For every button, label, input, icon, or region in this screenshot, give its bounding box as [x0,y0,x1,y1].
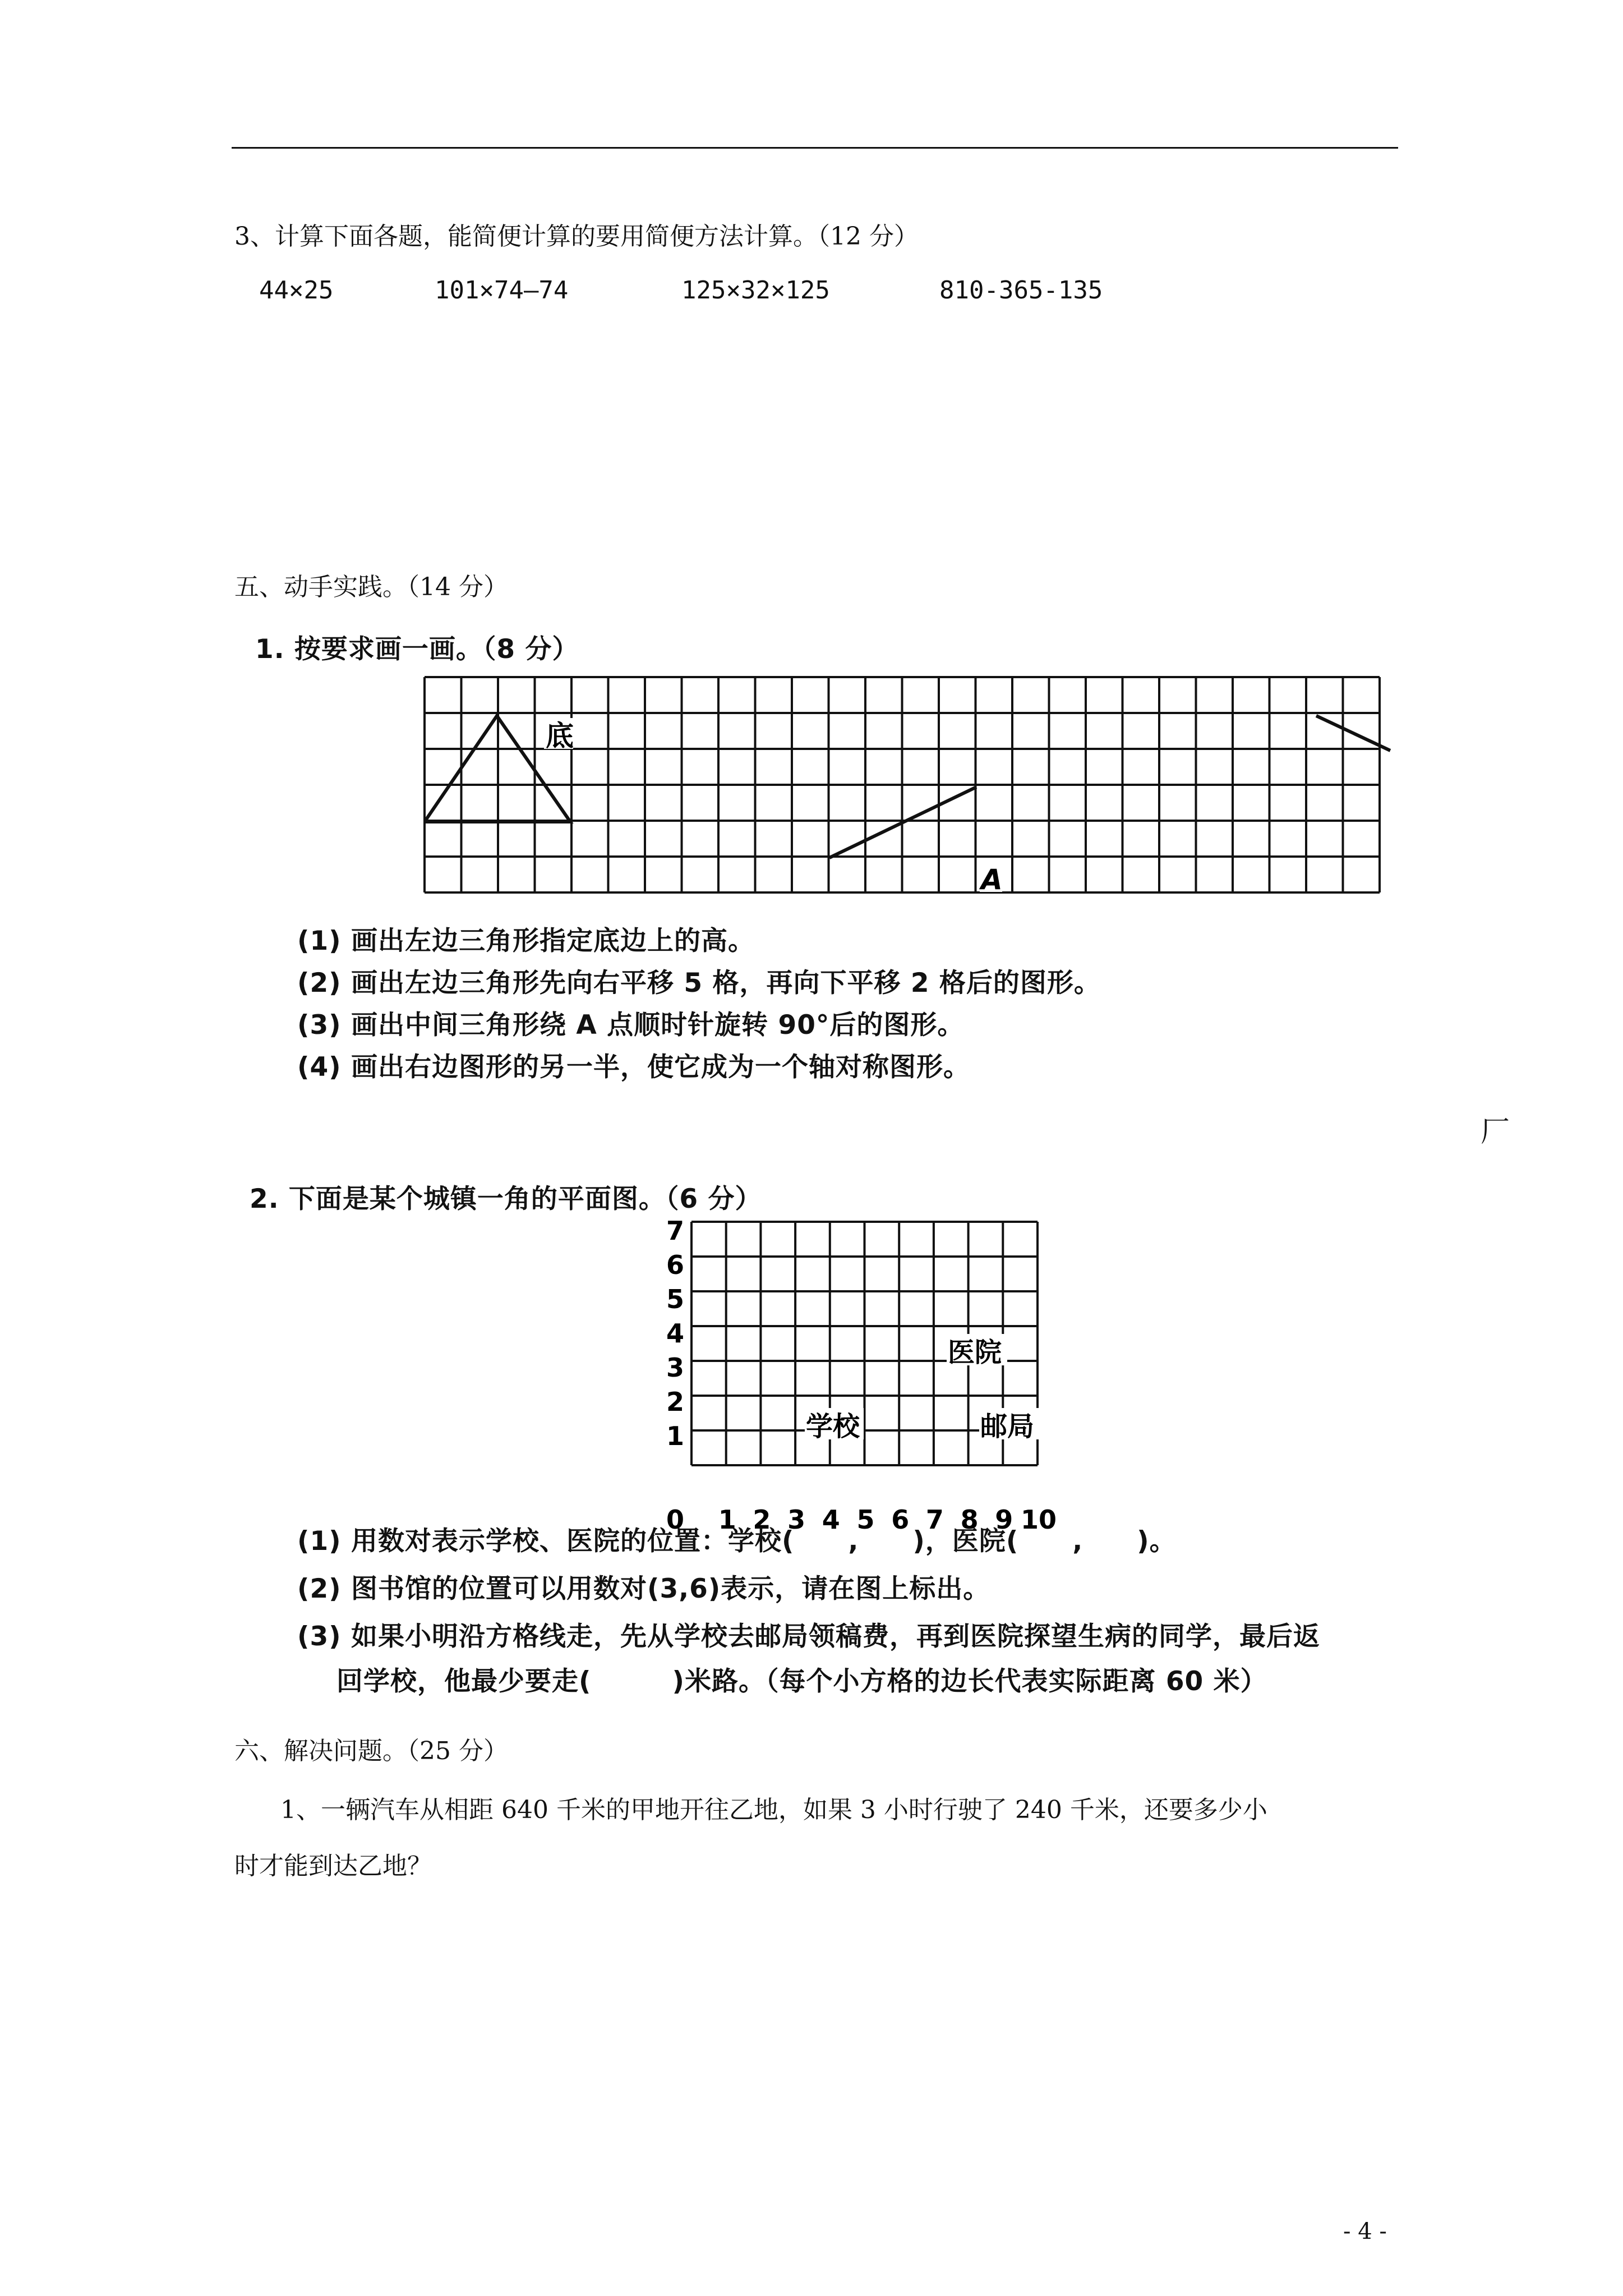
problem1-line1: 1、一辆汽车从相距 640 千米的甲地开往乙地，如果 3 小时行驶了 240 千米，还要多少小 [280,1796,1267,1824]
map-y-tick-label: 1 [666,1421,685,1451]
school-label: 学校 [806,1411,860,1442]
map-x-tick-label: 9 [995,1504,1013,1531]
calc-expr-2: 101×74—74 [435,276,569,305]
map-y-tick-label: 3 [666,1352,685,1383]
section3-heading: 3、计算下面各题，能简便计算的要用简便方法计算。（12 分） [234,222,919,251]
map-x-tick-label: 8 [960,1504,979,1531]
header-rule [232,147,1398,149]
section6-heading: 六、解决问题。（25 分） [234,1737,508,1765]
calc-expr-4: 810-365-135 [939,276,1103,305]
q1-item-2: (2) 画出左边三角形先向右平移 5 格，再向下平移 2 格后的图形。 [297,968,1101,999]
map-x-tick-label: 3 [787,1504,806,1531]
problem1-line2: 时才能到达乙地？ [234,1852,432,1880]
map-y-tick-label: 6 [666,1250,685,1280]
q2-item-2: (2) 图书馆的位置可以用数对(3,6)表示，请在图上标出。 [297,1573,990,1604]
base-label: 底 [546,720,574,752]
point-a-label: A [981,863,1003,896]
map-y-tick-label: 2 [666,1387,685,1417]
corner-mark: 厂 [1481,1115,1510,1149]
hospital-label: 医院 [948,1337,1002,1368]
map-x-tick-label: 4 [822,1504,840,1531]
q2-item-3-cont: 回学校，他最少要走( )米路。（每个小方格的边长代表实际距离 60 米） [336,1666,1267,1697]
q2-item-1: (1) 用数对表示学校、医院的位置：学校( , )，医院( , )。 [297,1526,1177,1557]
map-x-tick-label: 7 [925,1504,944,1531]
map-x-tick-label: 6 [891,1504,910,1531]
map-y-tick-label: 4 [666,1318,685,1349]
map-x-tick-label: 1 [718,1504,736,1531]
section5-heading: 五、动手实践。（14 分） [234,573,508,601]
q1-item-1: (1) 画出左边三角形指定底边上的高。 [297,926,755,956]
map-x-tick-label: 0 [666,1504,685,1531]
town-map-grid [662,1217,1066,1531]
drawing-grid [423,676,1405,912]
page-number: - 4 - [1343,2219,1387,2244]
map-y-tick-label: 5 [666,1284,685,1314]
map-x-tick-label: 2 [753,1504,771,1531]
map-x-tick-label: 5 [856,1504,875,1531]
calc-expr-3: 125×32×125 [681,276,830,305]
map-y-tick-label: 7 [666,1217,685,1246]
q2-item-3: (3) 如果小明沿方格线走，先从学校去邮局领稿费，再到医院探望生病的同学，最后返 [297,1621,1321,1652]
calc-expr-1: 44×25 [259,276,334,305]
map-x-tick-label: 10 [1021,1504,1057,1531]
q1-title: 1. 按要求画一画。（8 分） [255,634,579,665]
q1-item-4: (4) 画出右边图形的另一半，使它成为一个轴对称图形。 [297,1052,971,1083]
post-office-label: 邮局 [980,1411,1035,1442]
q2-title: 2. 下面是某个城镇一角的平面图。（6 分） [250,1184,762,1214]
q1-item-3: (3) 画出中间三角形绕 A 点顺时针旋转 90°后的图形。 [297,1010,965,1041]
